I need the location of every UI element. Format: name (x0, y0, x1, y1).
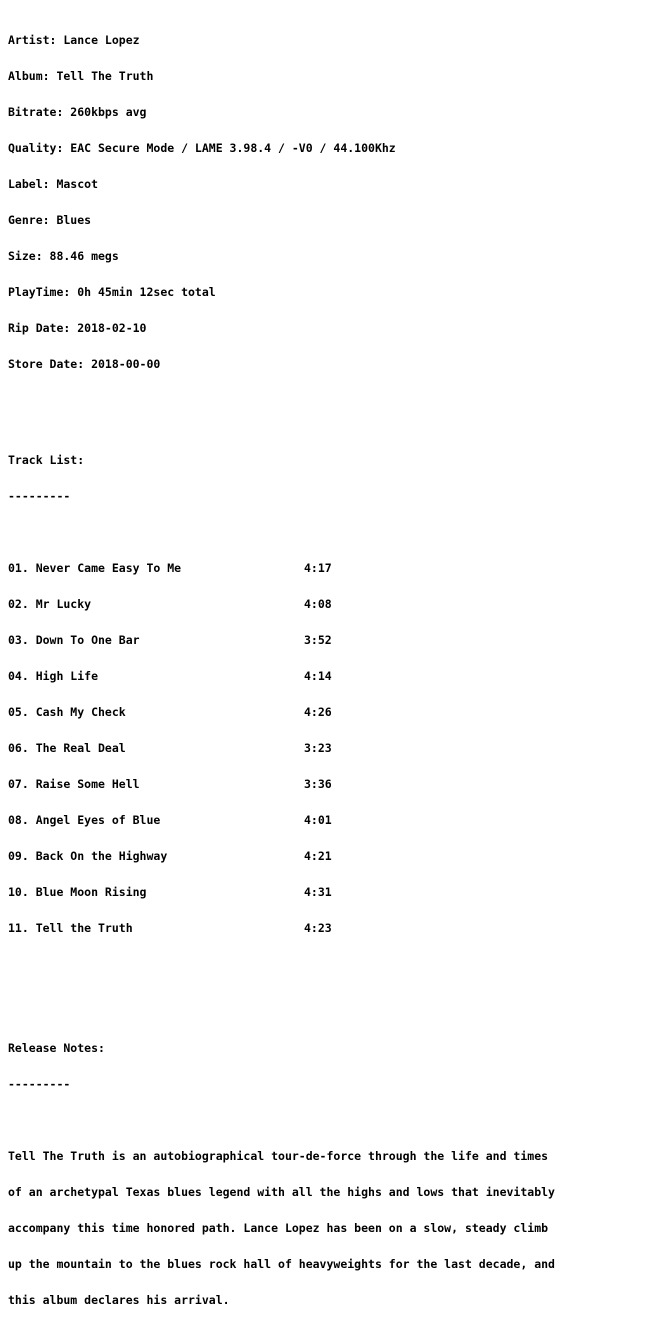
release-notes-line: up the mountain to the blues rock hall of heavyweights for the last decade, and (8, 1257, 555, 1271)
track-title: 07. Raise Some Hell (8, 777, 140, 791)
track-duration: 4:23 (304, 921, 332, 935)
track-duration: 3:36 (304, 777, 332, 791)
track-list (8, 538, 648, 958)
release-notes-line: of an archetypal Texas blues legend with all the highs and lows that inevitably (8, 1185, 555, 1199)
release-notes-body (8, 1126, 648, 1330)
bitrate-line: Bitrate: 260kbps avg (8, 105, 147, 119)
track-row (8, 598, 648, 610)
track-title: 10. Blue Moon Rising (8, 885, 147, 899)
track-duration: 4:17 (304, 561, 332, 575)
track-title: 03. Down To One Bar (8, 633, 140, 647)
size-line: Size: 88.46 megs (8, 249, 119, 263)
track-duration: 3:52 (304, 633, 332, 647)
playtime-line: PlayTime: 0h 45min 12sec total (8, 285, 216, 299)
track-title: 02. Mr Lucky (8, 597, 92, 611)
track-title: 08. Angel Eyes of Blue (8, 813, 161, 827)
track-duration: 4:01 (304, 813, 332, 827)
release-notes-heading: Release Notes: (8, 1041, 105, 1055)
track-title: 06. The Real Deal (8, 741, 126, 755)
track-row (8, 814, 648, 826)
release-notes-line: Tell The Truth is an autobiographical tour-de-force through the life and times (8, 1149, 549, 1163)
track-row (8, 886, 648, 898)
track-duration: 4:08 (304, 597, 332, 611)
track-row (8, 778, 648, 790)
track-duration: 4:26 (304, 705, 332, 719)
spacer (8, 994, 648, 1006)
track-title: 04. High Life (8, 669, 99, 683)
label-line: Label: Mascot (8, 177, 99, 191)
track-title: 01. Never Came Easy To Me (8, 561, 182, 575)
store-date-line: Store Date: 2018-00-00 (8, 357, 161, 371)
track-row (8, 922, 648, 934)
spacer (8, 406, 648, 418)
track-title: 09. Back On the Highway (8, 849, 168, 863)
track-duration: 4:21 (304, 849, 332, 863)
quality-line: Quality: EAC Secure Mode / LAME 3.98.4 / -V0 / 44.100Khz (8, 141, 396, 155)
track-row (8, 742, 648, 754)
genre-line: Genre: Blues (8, 213, 92, 227)
track-list-heading: Track List: (8, 453, 85, 467)
track-row (8, 850, 648, 862)
rip-date-line: Rip Date: 2018-02-10 (8, 321, 147, 335)
track-duration: 3:23 (304, 741, 332, 755)
track-title: 11. Tell the Truth (8, 921, 133, 935)
track-row (8, 706, 648, 718)
track-title: 05. Cash My Check (8, 705, 126, 719)
release-notes-line: this album declares his arrival. (8, 1293, 230, 1307)
track-row (8, 670, 648, 682)
release-notes-line: accompany this time honored path. Lance Lopez has been on a slow, steady climb (8, 1221, 549, 1235)
track-row (8, 634, 648, 646)
artist-line: Artist: Lance Lopez (8, 33, 140, 47)
track-row (8, 562, 648, 574)
album-line: Album: Tell The Truth (8, 69, 154, 83)
track-list-rule: --------- (8, 489, 71, 503)
track-duration: 4:14 (304, 669, 332, 683)
track-duration: 4:31 (304, 885, 332, 899)
release-notes-rule: --------- (8, 1077, 71, 1091)
